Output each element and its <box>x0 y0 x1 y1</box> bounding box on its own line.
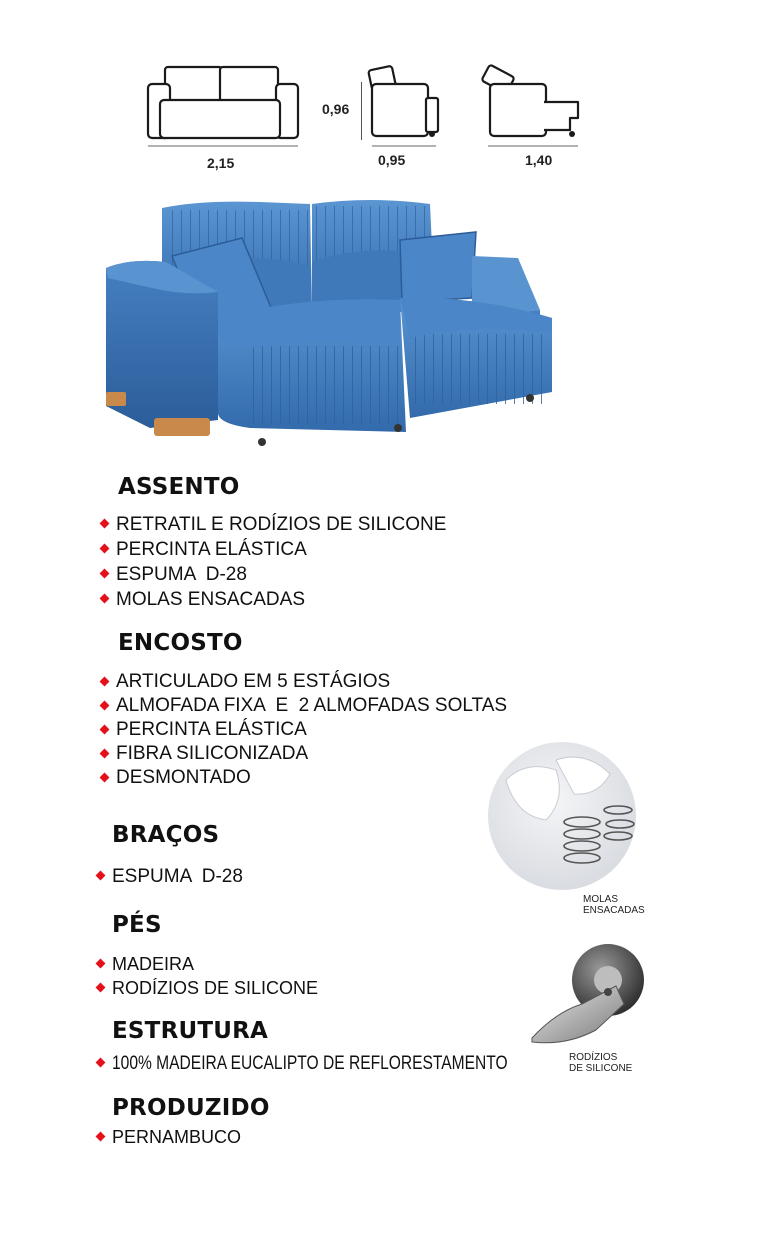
silicone-caster-photo <box>526 942 648 1050</box>
caster-caption: RODÍZIOS DE SILICONE <box>569 1052 633 1074</box>
list-item: 100% MADEIRA EUCALIPTO DE REFLORESTAMENTO <box>97 1051 595 1076</box>
dimension-height-line <box>361 82 362 140</box>
sofa-front-diagram <box>140 62 305 152</box>
pes-heading: PÉS <box>112 912 162 938</box>
encosto-list <box>101 670 507 790</box>
pes-list <box>97 952 318 1000</box>
bullet-diamond-icon <box>100 772 110 782</box>
list-item: PERCINTA ELÁSTICA <box>101 537 446 562</box>
list-item: ESPUMA D-28 <box>101 562 446 587</box>
estrutura-heading: ESTRUTURA <box>112 1018 269 1044</box>
dimension-width-label: 2,15 <box>207 155 235 171</box>
estrutura-list <box>97 1051 595 1076</box>
produzido-heading: PRODUZIDO <box>112 1095 270 1121</box>
list-item: ESPUMA D-28 <box>97 864 243 889</box>
pocket-springs-photo <box>486 740 638 892</box>
bullet-diamond-icon <box>100 700 110 710</box>
bracos-heading: BRAÇOS <box>112 822 220 848</box>
bullet-diamond-icon <box>100 724 110 734</box>
bracos-list <box>97 864 243 889</box>
bullet-diamond-icon <box>96 1058 106 1068</box>
dimension-depth-open-label: 1,40 <box>525 152 553 168</box>
list-item: FIBRA SILICONIZADA <box>101 742 507 766</box>
bullet-diamond-icon <box>96 871 106 881</box>
dimension-height-label: 0,96 <box>322 101 350 117</box>
bullet-diamond-icon <box>100 676 110 686</box>
assento-list <box>101 512 446 612</box>
sofa-photo <box>100 192 560 454</box>
bullet-diamond-icon <box>96 958 106 968</box>
list-item: MOLAS ENSACADAS <box>101 587 446 612</box>
list-item: ARTICULADO EM 5 ESTÁGIOS <box>101 670 507 694</box>
sofa-side-closed-diagram <box>364 62 444 152</box>
dimension-depth-closed-label: 0,95 <box>378 152 406 168</box>
bullet-diamond-icon <box>96 982 106 992</box>
bullet-diamond-icon <box>96 1132 106 1142</box>
list-item: MADEIRA <box>97 952 318 976</box>
bullet-diamond-icon <box>100 544 110 554</box>
sofa-side-open-diagram <box>478 62 588 152</box>
assento-heading: ASSENTO <box>118 474 240 500</box>
bullet-diamond-icon <box>100 594 110 604</box>
list-item: RETRATIL E RODÍZIOS DE SILICONE <box>101 512 446 537</box>
bullet-diamond-icon <box>100 519 110 529</box>
springs-caption: MOLAS ENSACADAS <box>583 894 645 916</box>
list-item: ALMOFADA FIXA E 2 ALMOFADAS SOLTAS <box>101 694 507 718</box>
list-item: RODÍZIOS DE SILICONE <box>97 976 318 1000</box>
encosto-heading: ENCOSTO <box>118 630 243 656</box>
list-item: PERNAMBUCO <box>97 1125 241 1150</box>
bullet-diamond-icon <box>100 569 110 579</box>
bullet-diamond-icon <box>100 748 110 758</box>
produzido-list <box>97 1125 241 1150</box>
list-item: PERCINTA ELÁSTICA <box>101 718 507 742</box>
list-item: DESMONTADO <box>101 766 507 790</box>
